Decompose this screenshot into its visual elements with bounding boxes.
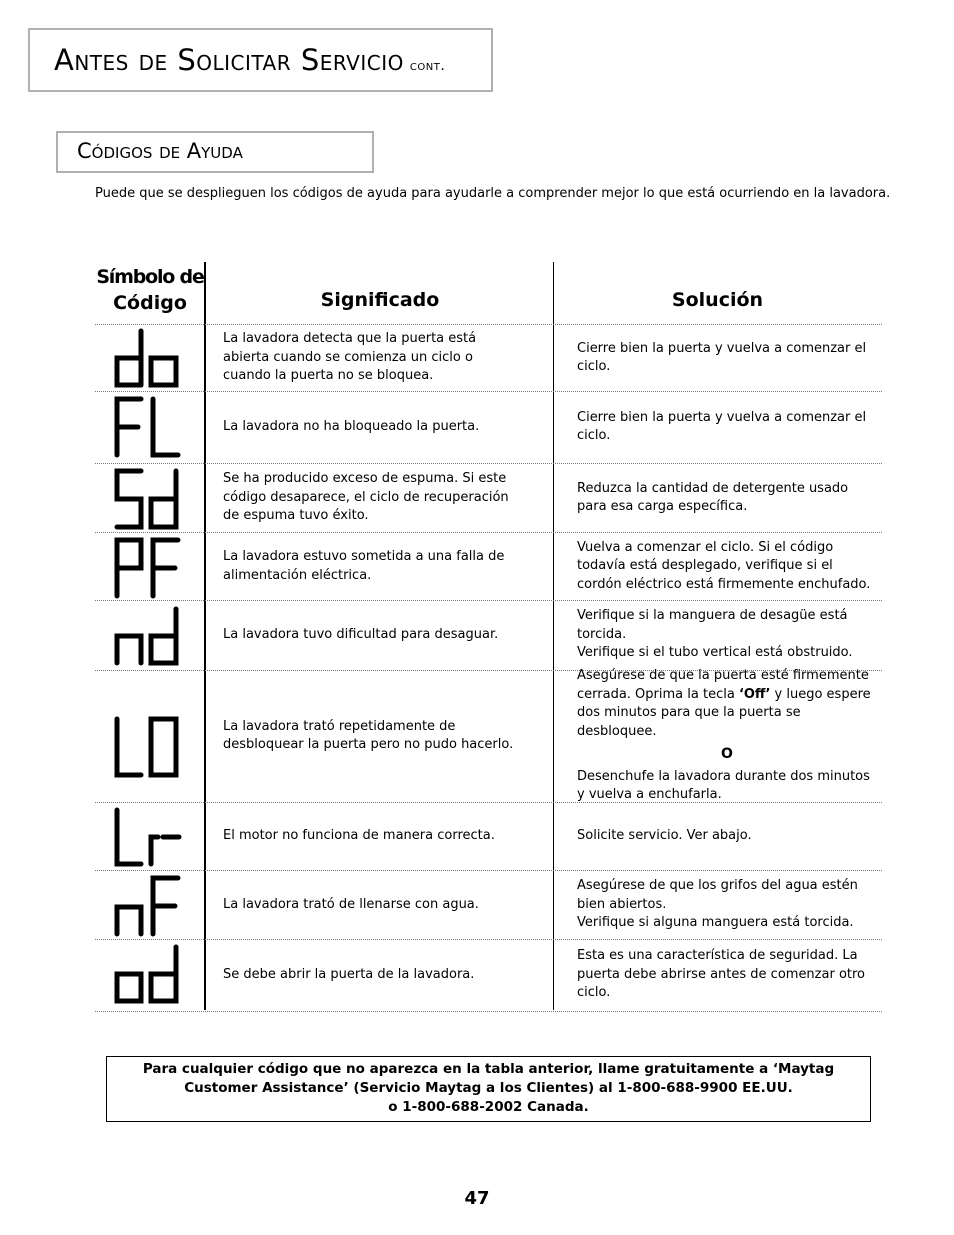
- row-fl-meaning: [223, 393, 523, 461]
- row-lr-meaning-text: El motor no funciona de manera correcta.: [223, 827, 495, 843]
- column-header-symbol-line1: Símbolo de: [96, 266, 204, 288]
- row-lo-meaning: [223, 672, 523, 800]
- row-lr-solution: [577, 804, 877, 868]
- code-symbol-lr: [113, 807, 183, 867]
- row-divider: [95, 463, 882, 464]
- subsection-title-box: [56, 131, 374, 173]
- row-do-solution: [577, 326, 877, 390]
- row-divider: [95, 870, 882, 871]
- row-lo-solution-part2: Desenchufe la lavadora durante dos minutos y vuelva a enchufarla.: [577, 768, 870, 803]
- row-lo-solution-part1-a: Asegúrese de que la puerta esté firmemente cerrada. Oprima la tecla: [577, 668, 869, 702]
- note-line-2: Customer Assistance’ (Servicio Maytag a los Clientes) al 1-800-688-9900 EE.UU.: [184, 1080, 793, 1096]
- row-pf-solution: [577, 534, 877, 599]
- row-divider: [95, 391, 882, 392]
- row-do-solution-text: Cierre bien la puerta y vuelva a comenzar el ciclo.: [577, 340, 867, 374]
- subsection-title: Códigos de Ayuda: [77, 139, 243, 163]
- row-nf-solution: [577, 872, 877, 938]
- code-symbol-nf: [113, 875, 183, 937]
- column-header-solution: Solución: [671, 289, 764, 311]
- row-do-meaning-text: La lavadora detecta que la puerta está abierta cuando se comienza un ciclo o cuando la puerta no se bloquea.: [223, 331, 477, 384]
- row-pf-solution-text: Vuelva a comenzar el ciclo. Si el código todavía está desplegado, verifique si el cordón eléctrico está firmemente enchufado.: [577, 539, 871, 592]
- row-nf-solution-line: Verifique si alguna manguera está torcida.: [577, 915, 854, 931]
- row-nd-meaning: [223, 602, 523, 668]
- row-od-solution-text: Esta es una característica de seguridad. La puerta debe abrirse antes de comenzar otro ciclo.: [577, 948, 866, 1001]
- row-lr-meaning: [223, 804, 523, 868]
- row-pf-meaning: [223, 534, 523, 599]
- column-header-symbol-line2: Código: [113, 292, 187, 314]
- section-title-suffix: cont.: [409, 58, 446, 74]
- page-number: 47: [464, 1188, 490, 1209]
- code-symbol-od: [113, 944, 183, 1004]
- row-lo-solution-part1-b: y luego espere dos minutos para que la puerta se desbloquee.: [577, 686, 871, 739]
- note-line-3: o 1-800-688-2002 Canada.: [388, 1099, 589, 1115]
- row-fl-solution-text: Cierre bien la puerta y vuelva a comenzar el ciclo.: [577, 409, 867, 443]
- row-fl-meaning-text: La lavadora no ha bloqueado la puerta.: [223, 418, 480, 434]
- row-lo-solution-or: O: [721, 746, 733, 763]
- row-od-solution: [577, 941, 877, 1009]
- row-sd-meaning: [223, 465, 523, 531]
- row-sd-solution: [577, 465, 877, 531]
- column-divider-right: [553, 262, 554, 1010]
- column-divider-left: [204, 262, 206, 1010]
- row-do-meaning: [223, 326, 523, 390]
- row-lo-solution-part1: [577, 667, 877, 741]
- column-header-symbol: [95, 264, 205, 316]
- column-header-meaning: Significado: [320, 289, 440, 311]
- row-od-meaning: [223, 941, 523, 1009]
- row-divider: [95, 532, 882, 533]
- row-sd-solution-text: Reduzca la cantidad de detergente usado para esa carga específica.: [577, 480, 849, 514]
- code-symbol-sd: [113, 468, 183, 530]
- section-title-main: Antes de Solicitar Servicio: [54, 43, 404, 77]
- customer-assistance-text: [107, 1060, 870, 1117]
- row-sd-meaning-text: Se ha producido exceso de espuma. Si este código desaparece, el ciclo de recuperación de espuma tuvo éxito.: [223, 471, 509, 524]
- section-title-box: [28, 28, 493, 92]
- row-divider: [95, 600, 882, 601]
- row-nf-solution-line: Asegúrese de que los grifos del agua estén bien abiertos.: [577, 878, 858, 912]
- code-symbol-do: [113, 328, 183, 388]
- code-symbol-pf: [113, 537, 183, 599]
- row-divider: [95, 324, 882, 325]
- intro-text: Puede que se desplieguen los códigos de ayuda para ayudarle a comprender mejor lo que está ocurriendo en la lavadora.: [95, 186, 891, 201]
- off-key-label: ‘Off’: [738, 686, 771, 702]
- row-nf-meaning: [223, 872, 523, 938]
- row-lr-solution-text: Solicite servicio. Ver abajo.: [577, 827, 752, 843]
- row-nd-solution: [577, 602, 877, 668]
- note-line-1: Para cualquier código que no aparezca en la tabla anterior, llame gratuitamente a ‘Maytag: [142, 1061, 835, 1077]
- row-divider: [95, 1011, 882, 1012]
- row-od-meaning-text: Se debe abrir la puerta de la lavadora.: [223, 966, 475, 982]
- code-symbol-nd: [113, 606, 183, 666]
- row-lo-solution: [577, 668, 877, 803]
- section-title: [54, 43, 445, 77]
- row-nd-meaning-text: La lavadora tuvo dificultad para desaguar.: [223, 626, 499, 642]
- row-pf-meaning-text: La lavadora estuvo sometida a una falla de alimentación eléctrica.: [223, 549, 505, 583]
- row-nd-solution-line: Verifique si el tubo vertical está obstruido.: [577, 645, 853, 661]
- customer-assistance-note: [106, 1056, 871, 1122]
- code-symbol-fl: [113, 396, 183, 458]
- row-lo-meaning-text: La lavadora trató repetidamente de desbloquear la puerta pero no pudo hacerlo.: [223, 718, 514, 752]
- row-nf-meaning-text: La lavadora trató de llenarse con agua.: [223, 896, 479, 912]
- row-nd-solution-line: Verifique si la manguera de desagüe está torcida.: [577, 608, 848, 642]
- code-symbol-lo: [113, 716, 183, 778]
- row-fl-solution: [577, 393, 877, 461]
- row-divider: [95, 939, 882, 940]
